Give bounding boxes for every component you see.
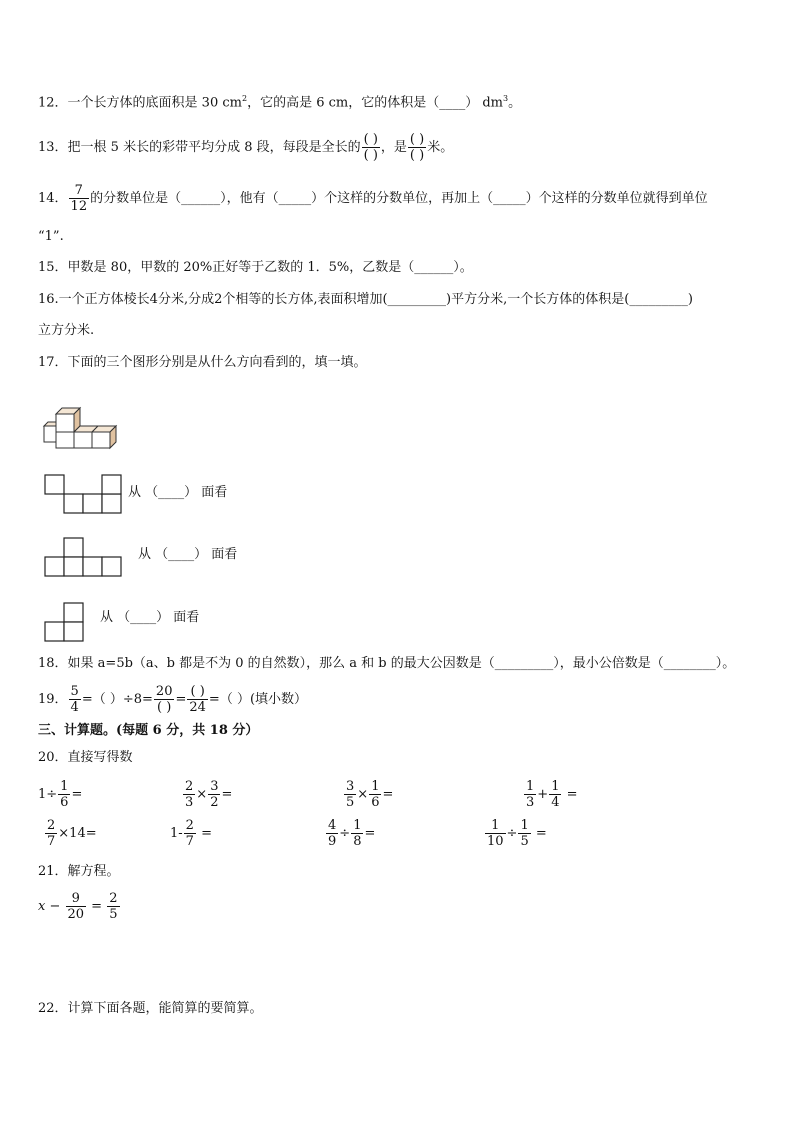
q12-mid: ，它的高是 6 cm，它的体积是（____） dm (247, 95, 503, 111)
view-label-1: 从 （____） 面看 (128, 485, 228, 500)
question-14 (38, 183, 708, 214)
q14-fraction: $\frac{7}{12}$ (70, 183, 88, 214)
question-15: 15．甲数是 80，甲数的 20%正好等于乙数的 1．5%，乙数是（______）。 (38, 260, 473, 275)
q19-fraction-3: $\frac{( )}{24}$ (189, 684, 206, 715)
question-16-line2: 立方分米. (38, 323, 95, 338)
view-shape-2 (44, 537, 124, 577)
question-17: 17．下面的三个图形分别是从什么方向看到的，填一填。 (38, 355, 367, 370)
q19-fraction-1: $\frac{5}{4}$ (70, 684, 79, 715)
q20-r1c3: $\frac{3}{5}$ × $\frac{1}{6}$ = (346, 779, 394, 810)
question-12 (38, 90, 521, 112)
view-shape-3 (44, 602, 86, 642)
q19-prefix: 19． (38, 692, 68, 707)
q20-r2c1: $\frac{2}{7}$ ×14= (47, 818, 97, 849)
view-label-3: 从 （____） 面看 (100, 610, 200, 625)
question-18: 18．如果 a=5b（a、b 都是不为 0 的自然数），那么 a 和 b 的最大公因数是（_________），最小公倍数是（________）。 (38, 656, 736, 671)
question-21: 21．解方程。 (38, 864, 120, 879)
q21-equation: x − $\frac{9}{20}$ = $\frac{2}{5}$ (38, 891, 118, 922)
q13-text-c: 米。 (427, 140, 454, 155)
q12-sup2: 3 (503, 94, 509, 103)
section-3-title: 三、计算题。(每题 6 分，共 18 分） (38, 723, 259, 738)
q13-fraction-2: $\frac{( )}{( )}$ (409, 132, 425, 163)
question-16-line1: 16.一个正方体棱长4分米,分成2个相等的长方体,表面积增加(_________)平方分米,一个长方体的体积是(_________) (38, 292, 693, 307)
q20-r1c4: $\frac{1}{3}$ + $\frac{1}{4}$ = (526, 779, 578, 810)
cube-figure (40, 404, 130, 450)
q20-r2c2: 1- $\frac{2}{7}$ = (170, 818, 212, 849)
q19-text-3: =（ ）(填小数） (208, 692, 308, 707)
view-label-2: 从 （____） 面看 (138, 547, 238, 562)
q12-suffix: 。 (508, 95, 522, 111)
q20-r1c2: $\frac{2}{3}$ × $\frac{3}{2}$ = (185, 779, 233, 810)
q20-r1c1: 1÷ $\frac{1}{6}$ = (38, 779, 83, 810)
q13-text-b: ，是 (380, 140, 407, 155)
q14-prefix: 14． (38, 191, 68, 206)
q14-text: 的分数单位是（______），他有（_____）个这样的分数单位，再加上（_____）个这样的分数单位就得到单位 (90, 191, 708, 206)
question-22: 22．计算下面各题，能简算的要简算。 (38, 1001, 263, 1016)
question-20: 20．直接写得数 (38, 750, 133, 765)
q12-sup1: 2 (241, 94, 248, 103)
q14-line2: “1”. (38, 229, 64, 244)
q12-prefix: 12．一个长方体的底面积是 30 cm (38, 95, 242, 111)
question-19 (38, 684, 307, 715)
q19-fraction-2: $\frac{20}{( )}$ (155, 684, 173, 715)
q20-r1c1-fraction: $\frac{1}{6}$ (60, 779, 69, 810)
view-shape-1 (44, 474, 126, 514)
q13-text-a: 13．把一根 5 米长的彩带平均分成 8 段，每段是全长的 (38, 140, 361, 155)
q13-fraction-1: $\frac{( )}{( )}$ (363, 132, 378, 163)
q20-r2c4: $\frac{1}{10}$ ÷ $\frac{1}{5}$ = (487, 818, 547, 849)
q19-text-2: = (175, 692, 187, 707)
q20-r2c3: $\frac{4}{9}$ ÷ $\frac{1}{8}$ = (328, 818, 376, 849)
question-13 (38, 132, 453, 163)
q19-text-1: =（ ）÷8= (81, 692, 153, 707)
